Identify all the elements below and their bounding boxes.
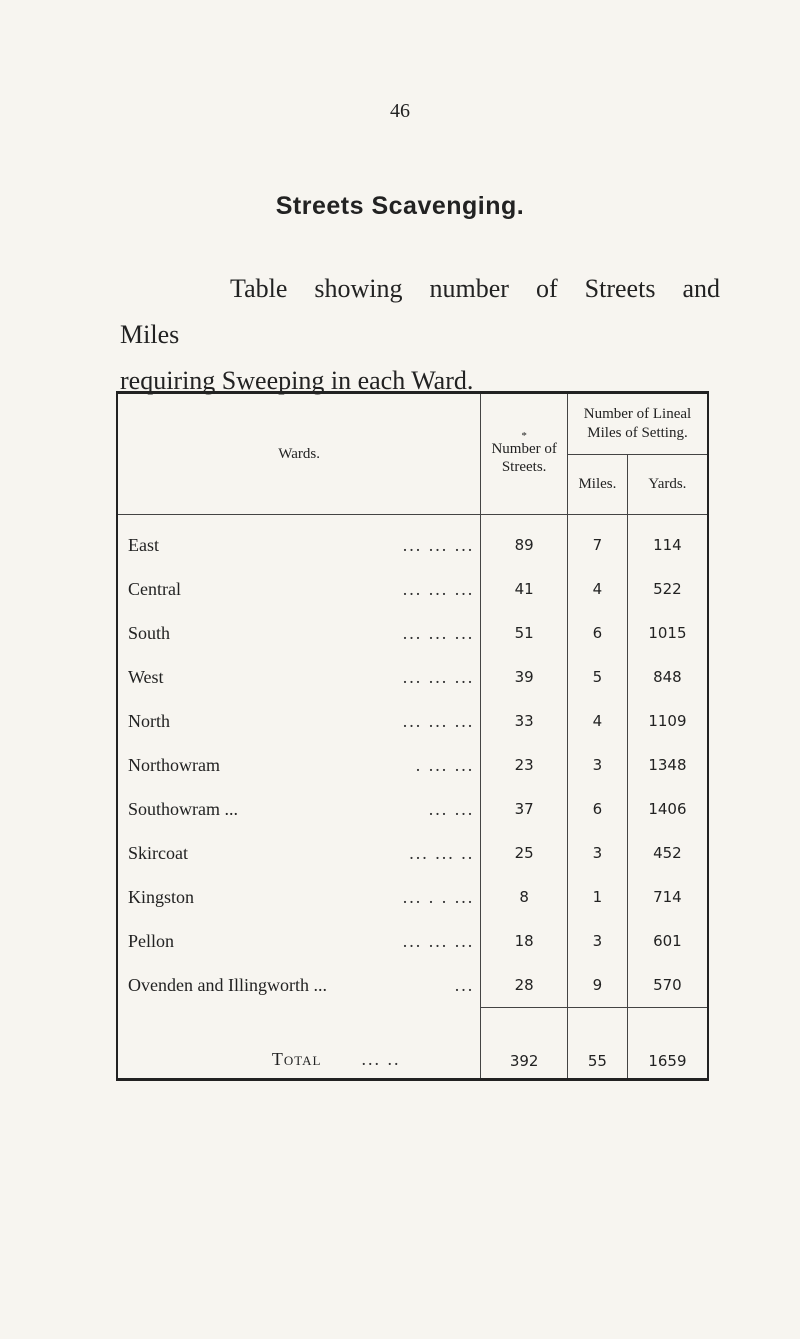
intro-line-1: Table showing number of Streets and Miles: [120, 274, 720, 349]
table-row: [117, 699, 708, 743]
yards-cell: 714: [627, 875, 708, 919]
miles-cell: 5: [567, 655, 627, 699]
table-row: [117, 611, 708, 655]
ward-cell: South ... ... ...: [128, 622, 475, 643]
ward-cell: North ... ... ...: [128, 710, 475, 731]
miles-cell: 3: [567, 831, 627, 875]
streets-cell: 51: [481, 611, 568, 655]
table-row: [117, 567, 708, 611]
ward-cell: Skircoat ... ... ..: [128, 842, 475, 863]
total-yards-cell: 1659: [627, 1008, 708, 1080]
ward-cell: Northowram . ... ...: [128, 754, 475, 775]
streets-cell: 41: [481, 567, 568, 611]
ward-cell: Central ... ... ...: [128, 578, 475, 599]
header-streets: [481, 393, 568, 515]
miles-cell: 7: [567, 523, 627, 567]
yards-cell: 1015: [627, 611, 708, 655]
table-row: [117, 655, 708, 699]
header-yards: Yards.: [627, 455, 708, 515]
total-streets-cell: 392: [481, 1008, 568, 1080]
streets-cell: 18: [481, 919, 568, 963]
streets-cell: 33: [481, 699, 568, 743]
table-row: [117, 787, 708, 831]
streets-cell: 37: [481, 787, 568, 831]
miles-cell: 3: [567, 919, 627, 963]
table-row: [117, 919, 708, 963]
intro-line-2: requiring Sweeping in each Ward.: [120, 366, 474, 395]
miles-cell: 1: [567, 875, 627, 919]
header-wards: Wards.: [117, 393, 481, 515]
miles-cell: 9: [567, 963, 627, 1008]
ward-cell: Pellon ... ... ...: [128, 930, 475, 951]
header-streets-label: Number of Streets.: [491, 441, 557, 475]
yards-cell: 601: [627, 919, 708, 963]
ward-cell: West ... ... ...: [128, 666, 475, 687]
table-row: [117, 743, 708, 787]
table-row: [117, 831, 708, 875]
yards-cell: 114: [627, 523, 708, 567]
streets-cell: 25: [481, 831, 568, 875]
ward-cell: East ... ... ...: [128, 534, 475, 555]
page-number: 46: [390, 100, 410, 122]
ward-cell: Kingston ... . . ...: [128, 886, 475, 907]
table-row: [117, 875, 708, 919]
table-row: [117, 963, 708, 1008]
yards-cell: 570: [627, 963, 708, 1008]
miles-cell: 6: [567, 787, 627, 831]
miles-cell: 4: [567, 699, 627, 743]
header-lineal-miles: Number of Lineal Miles of Setting.: [567, 393, 708, 455]
streets-cell: 23: [481, 743, 568, 787]
streets-cell: 39: [481, 655, 568, 699]
total-miles-cell: 55: [567, 1008, 627, 1080]
total-row: [117, 1008, 708, 1080]
header-miles: Miles.: [567, 455, 627, 515]
streets-cell: 28: [481, 963, 568, 1008]
yards-cell: 1348: [627, 743, 708, 787]
page-title: Streets Scavenging.: [275, 192, 525, 220]
yards-cell: 522: [627, 567, 708, 611]
header-streets-mark: *: [521, 430, 527, 442]
miles-cell: 3: [567, 743, 627, 787]
ward-cell: Ovenden and Illingworth ... ...: [128, 974, 475, 995]
miles-cell: 6: [567, 611, 627, 655]
yards-cell: 848: [627, 655, 708, 699]
yards-cell: 1109: [627, 699, 708, 743]
ward-streets-table: [116, 391, 709, 1081]
total-label-cell: Total ... ..: [271, 1049, 401, 1069]
ward-cell: Southowram ... ... ...: [128, 798, 475, 819]
table-row: [117, 523, 708, 567]
intro-paragraph: [120, 266, 720, 404]
miles-cell: 4: [567, 567, 627, 611]
streets-cell: 89: [481, 523, 568, 567]
yards-cell: 1406: [627, 787, 708, 831]
yards-cell: 452: [627, 831, 708, 875]
streets-cell: 8: [481, 875, 568, 919]
